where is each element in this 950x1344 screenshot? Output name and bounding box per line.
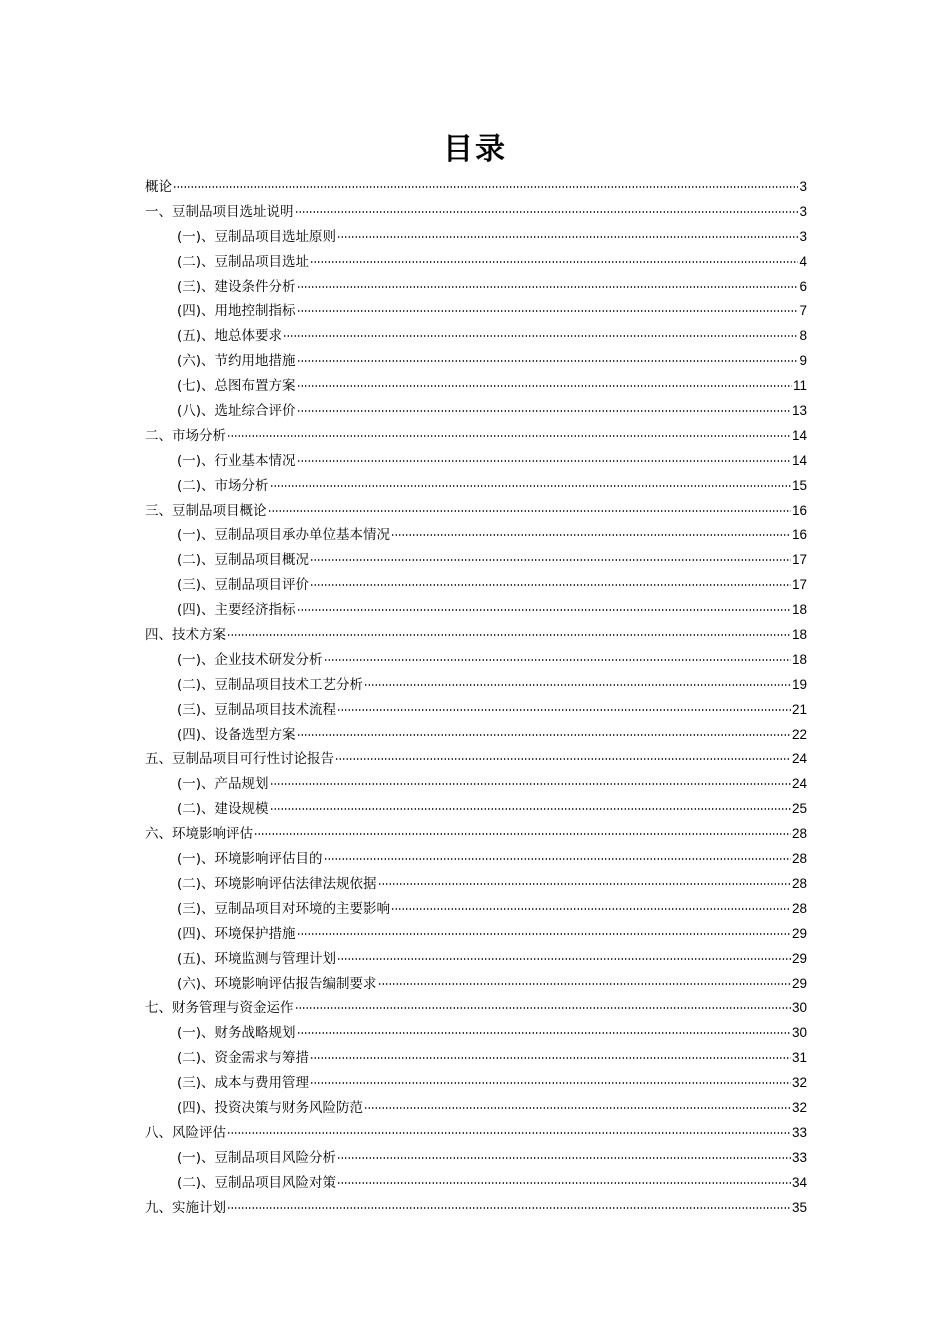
toc-entry[interactable] <box>145 1196 807 1221</box>
toc-page-number: 8 <box>799 328 807 344</box>
dot-leader <box>297 410 791 412</box>
toc-entry-label: 六、环境影响评估 <box>145 826 253 843</box>
dot-leader <box>310 584 791 586</box>
toc-subentry[interactable] <box>145 225 807 250</box>
toc-subentry[interactable] <box>145 1171 807 1196</box>
dot-leader <box>227 435 791 437</box>
toc-entry-label: (二)、市场分析 <box>177 477 269 494</box>
toc-entry-label: (四)、用地控制指标 <box>177 303 296 320</box>
toc-page-number: 15 <box>791 477 807 493</box>
toc-subentry[interactable] <box>145 324 807 349</box>
toc-page-number: 30 <box>791 1025 807 1041</box>
toc-entry[interactable] <box>145 747 807 772</box>
toc-subentry[interactable] <box>145 573 807 598</box>
dot-leader <box>310 1057 791 1059</box>
toc-subentry[interactable] <box>145 1146 807 1171</box>
toc-entry[interactable] <box>145 623 807 648</box>
toc-page-number: 24 <box>791 776 807 792</box>
toc-page-number: 17 <box>791 577 807 593</box>
toc-page-number: 29 <box>791 925 807 941</box>
table-of-contents <box>145 175 807 1220</box>
toc-page-number: 17 <box>791 552 807 568</box>
toc-entry-label: 九、实施计划 <box>145 1199 226 1216</box>
dot-leader <box>227 1132 791 1134</box>
dot-leader <box>364 684 791 686</box>
toc-entry-label: (二)、豆制品项目风险对策 <box>177 1174 337 1191</box>
dot-leader <box>297 310 799 312</box>
toc-entry[interactable] <box>145 424 807 449</box>
toc-entry-label: (三)、豆制品项目对环境的主要影响 <box>177 900 391 917</box>
toc-entry-label: (一)、豆制品项目风险分析 <box>177 1149 337 1166</box>
toc-entry-label: (二)、建设规模 <box>177 801 269 818</box>
toc-subentry[interactable] <box>145 374 807 399</box>
toc-page-number: 9 <box>799 353 807 369</box>
toc-page-number: 13 <box>791 403 807 419</box>
dot-leader <box>227 1207 791 1209</box>
toc-page-number: 3 <box>799 203 807 219</box>
dot-leader <box>270 485 791 487</box>
dot-leader <box>310 1082 791 1084</box>
toc-page-number: 11 <box>792 378 807 394</box>
dot-leader <box>227 634 791 636</box>
toc-entry-label: (三)、豆制品项目技术流程 <box>177 701 337 718</box>
toc-entry-label: (二)、豆制品项目技术工艺分析 <box>177 676 364 693</box>
toc-page-number: 18 <box>791 627 807 643</box>
toc-subentry[interactable] <box>145 523 807 548</box>
toc-subentry[interactable] <box>145 723 807 748</box>
toc-subentry[interactable] <box>145 1071 807 1096</box>
toc-page-number: 4 <box>799 253 807 269</box>
toc-page-number: 14 <box>791 427 807 443</box>
dot-leader <box>337 236 798 238</box>
dot-leader <box>295 211 799 213</box>
dot-leader <box>391 908 791 910</box>
toc-entry-label: 概论 <box>145 179 172 195</box>
toc-subentry[interactable] <box>145 399 807 424</box>
toc-page-number: 21 <box>791 701 807 717</box>
toc-page-number: 29 <box>791 950 807 966</box>
toc-subentry[interactable] <box>145 474 807 499</box>
toc-subentry[interactable] <box>145 598 807 623</box>
toc-entry[interactable] <box>145 175 807 200</box>
toc-subentry[interactable] <box>145 250 807 275</box>
toc-page-number: 29 <box>791 975 807 991</box>
dot-leader <box>297 286 799 288</box>
toc-page-number: 28 <box>791 900 807 916</box>
toc-entry-label: (二)、资金需求与筹措 <box>177 1050 310 1067</box>
toc-subentry[interactable] <box>145 797 807 822</box>
toc-subentry[interactable] <box>145 548 807 573</box>
toc-entry-label: (三)、成本与费用管理 <box>177 1075 310 1092</box>
toc-entry-label: (一)、豆制品项目承办单位基本情况 <box>177 527 391 544</box>
toc-page-number: 31 <box>791 1050 807 1066</box>
dot-leader <box>310 559 791 561</box>
dot-leader <box>270 783 791 785</box>
dot-leader <box>297 734 791 736</box>
toc-entry-label: 七、财务管理与资金运作 <box>145 1000 294 1017</box>
toc-page-number: 6 <box>799 278 807 294</box>
toc-page-number: 30 <box>791 1000 807 1016</box>
toc-subentry[interactable] <box>145 847 807 872</box>
dot-leader <box>297 609 791 611</box>
dot-leader <box>364 1107 791 1109</box>
toc-entry-label: (七)、总图布置方案 <box>177 378 296 395</box>
toc-entry[interactable] <box>145 822 807 847</box>
toc-page-number: 14 <box>791 452 807 468</box>
dot-leader <box>337 1182 791 1184</box>
toc-entry-label: 二、市场分析 <box>145 427 226 444</box>
toc-entry-label: 三、豆制品项目概论 <box>145 502 267 519</box>
toc-entry-label: (一)、企业技术研发分析 <box>177 651 323 668</box>
dot-leader <box>378 883 791 885</box>
toc-page-number: 3 <box>799 228 807 244</box>
toc-subentry[interactable] <box>145 1046 807 1071</box>
toc-entry-label: (五)、地总体要求 <box>177 328 283 345</box>
toc-entry[interactable] <box>145 200 807 225</box>
toc-page-number: 7 <box>799 303 807 319</box>
toc-entry-label: (一)、豆制品项目选址原则 <box>177 228 337 245</box>
toc-subentry[interactable] <box>145 947 807 972</box>
dot-leader <box>173 186 798 188</box>
toc-entry-label: 八、风险评估 <box>145 1124 226 1141</box>
dot-leader <box>254 833 791 835</box>
dot-leader <box>297 933 791 935</box>
dot-leader <box>297 1032 791 1034</box>
toc-subentry[interactable] <box>145 1021 807 1046</box>
toc-entry-label: (二)、环境影响评估法律法规依据 <box>177 875 377 892</box>
toc-subentry[interactable] <box>145 648 807 673</box>
toc-entry-label: (三)、豆制品项目评价 <box>177 577 310 594</box>
toc-entry-label: (一)、财务战略规划 <box>177 1025 296 1042</box>
dot-leader <box>337 958 791 960</box>
page-title: 目录 <box>443 132 507 167</box>
toc-entry[interactable] <box>145 1121 807 1146</box>
toc-entry-label: (四)、主要经济指标 <box>177 602 296 619</box>
toc-entry-label: (六)、环境影响评估报告编制要求 <box>177 975 377 992</box>
toc-subentry[interactable] <box>145 673 807 698</box>
toc-entry-label: (四)、设备选型方案 <box>177 726 296 743</box>
toc-entry-label: 一、豆制品项目选址说明 <box>145 203 294 220</box>
toc-page-number: 24 <box>791 751 807 767</box>
toc-page-number: 25 <box>791 801 807 817</box>
toc-page-number: 28 <box>791 851 807 867</box>
dot-leader <box>337 709 791 711</box>
toc-subentry[interactable] <box>145 698 807 723</box>
dot-leader <box>337 1157 791 1159</box>
toc-subentry[interactable] <box>145 897 807 922</box>
toc-entry-label: (四)、环境保护措施 <box>177 925 296 942</box>
toc-page-number: 18 <box>791 602 807 618</box>
toc-page-number: 28 <box>791 875 807 891</box>
toc-page-number: 32 <box>791 1099 807 1115</box>
toc-subentry[interactable] <box>145 972 807 997</box>
toc-subentry[interactable] <box>145 922 807 947</box>
toc-subentry[interactable] <box>145 1096 807 1121</box>
toc-entry-label: 四、技术方案 <box>145 627 226 644</box>
toc-entry-label: (一)、环境影响评估目的 <box>177 851 323 868</box>
toc-page-number: 16 <box>791 527 807 543</box>
dot-leader <box>297 385 792 387</box>
toc-subentry[interactable] <box>145 275 807 300</box>
dot-leader <box>297 460 791 462</box>
dot-leader <box>335 758 791 760</box>
toc-entry-label: (一)、产品规划 <box>177 776 269 793</box>
toc-entry-label: (八)、选址综合评价 <box>177 403 296 420</box>
dot-leader <box>324 858 791 860</box>
toc-entry-label: (五)、环境监测与管理计划 <box>177 950 337 967</box>
toc-page-number: 18 <box>791 651 807 667</box>
toc-subentry[interactable] <box>145 449 807 474</box>
toc-page-number: 16 <box>791 502 807 518</box>
toc-page-number: 3 <box>799 179 807 194</box>
toc-page-number: 28 <box>791 826 807 842</box>
toc-entry-label: (一)、行业基本情况 <box>177 452 296 469</box>
dot-leader <box>283 335 798 337</box>
dot-leader <box>391 534 791 536</box>
toc-subentry[interactable] <box>145 772 807 797</box>
toc-page-number: 19 <box>791 676 807 692</box>
dot-leader <box>378 983 791 985</box>
dot-leader <box>270 808 791 810</box>
toc-subentry[interactable] <box>145 872 807 897</box>
toc-entry-label: (二)、豆制品项目概况 <box>177 552 310 569</box>
toc-entry-label: (四)、投资决策与财务风险防范 <box>177 1099 364 1116</box>
toc-page-number: 33 <box>791 1124 807 1140</box>
toc-entry[interactable] <box>145 499 807 524</box>
toc-entry-label: (三)、建设条件分析 <box>177 278 296 295</box>
toc-subentry[interactable] <box>145 299 807 324</box>
toc-entry-label: 五、豆制品项目可行性讨论报告 <box>145 751 334 768</box>
dot-leader <box>297 360 799 362</box>
toc-entry-label: (六)、节约用地措施 <box>177 353 296 370</box>
toc-page-number: 33 <box>791 1149 807 1165</box>
toc-entry-label: (二)、豆制品项目选址 <box>177 253 310 270</box>
dot-leader <box>295 1007 791 1009</box>
toc-page-number: 32 <box>791 1075 807 1091</box>
toc-entry[interactable] <box>145 996 807 1021</box>
toc-page-number: 35 <box>791 1199 807 1215</box>
dot-leader <box>324 659 791 661</box>
dot-leader <box>268 510 791 512</box>
toc-page-number: 22 <box>791 726 807 742</box>
toc-page-number: 34 <box>791 1174 807 1190</box>
dot-leader <box>310 261 798 263</box>
toc-subentry[interactable] <box>145 349 807 374</box>
